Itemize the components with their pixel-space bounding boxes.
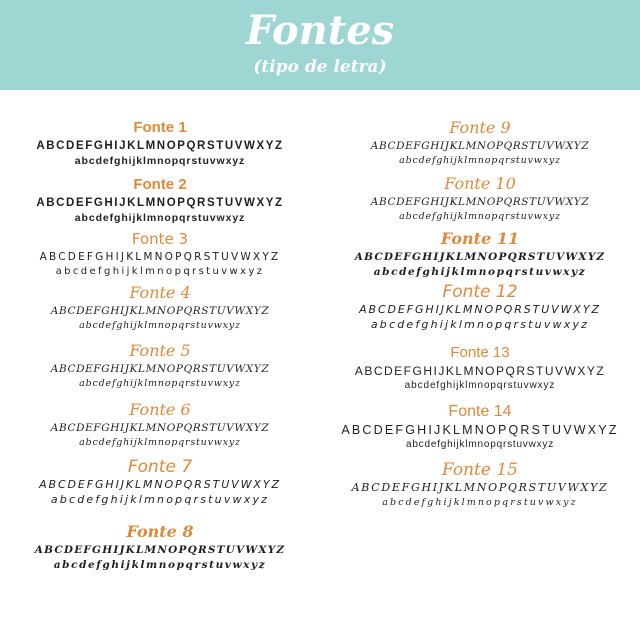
lowercase-alphabet: abcdefghijklmnopqrstuvwxyz	[74, 155, 246, 167]
font-name: Fonte 12	[442, 282, 518, 302]
uppercase-alphabet: ABCDEFGHIJKLMNOPQRSTUVWXYZ	[36, 140, 284, 152]
lowercase-alphabet: abcdefghijklmnopqrstuvwxyz	[74, 212, 246, 224]
uppercase-alphabet: ABCDEFGHIJKLMNOPQRSTUVWXYZ	[39, 478, 281, 491]
font-sample-1	[0, 118, 320, 168]
lowercase-alphabet: abcdefghijklmnopqrstuvwxyz	[405, 439, 555, 450]
uppercase-alphabet: ABCDEFGHIJKLMNOPQRSTUVWXYZ	[351, 481, 609, 494]
font-name: Fonte 13	[450, 344, 510, 361]
font-name: Fonte 7	[127, 457, 193, 477]
font-sample-9	[320, 118, 640, 168]
uppercase-alphabet: ABCDEFGHIJKLMNOPQRSTUVWXYZ	[370, 140, 590, 152]
lowercase-alphabet: abcdefghijklmnopqrstuvwxyz	[79, 320, 241, 331]
uppercase-alphabet: ABCDEFGHIJKLMNOPQRSTUVWXYZ	[50, 305, 270, 317]
uppercase-alphabet: ABCDEFGHIJKLMNOPQRSTUVWXYZ	[50, 422, 270, 434]
uppercase-alphabet: ABCDEFGHIJKLMNOPQRSTUVWXYZ	[370, 196, 590, 208]
font-sample-12	[320, 282, 640, 332]
font-sample-7	[0, 457, 320, 507]
font-name: Fonte 5	[129, 341, 191, 360]
header-banner	[0, 0, 640, 90]
font-name: Fonte 3	[131, 230, 189, 248]
font-name: Fonte 4	[129, 283, 191, 302]
lowercase-alphabet: abcdefghijklmnopqrstuvwxyz	[79, 437, 241, 448]
font-sample-13	[320, 343, 640, 393]
font-sample-2	[0, 175, 320, 225]
lowercase-alphabet: abcdefghijklmnopqrstuvwxyz	[399, 211, 561, 222]
font-sample-15	[320, 460, 640, 510]
font-name: Fonte 8	[126, 522, 194, 541]
font-sample-11	[320, 229, 640, 279]
lowercase-alphabet: abcdefghijklmnopqrstuvwxyz	[50, 493, 270, 506]
uppercase-alphabet: ABCDEFGHIJKLMNOPQRSTUVWXYZ	[354, 364, 606, 378]
font-name: Fonte 11	[440, 229, 520, 248]
font-sample-14	[320, 402, 640, 452]
font-sample-8	[0, 522, 320, 572]
lowercase-alphabet: abcdefghijklmnopqrstuvwxyz	[55, 266, 265, 277]
font-sample-10	[320, 174, 640, 224]
lowercase-alphabet: abcdefghijklmnopqrstuvwxyz	[53, 559, 267, 571]
lowercase-alphabet: abcdefghijklmnopqrstuvwxyz	[79, 378, 241, 389]
font-name: Fonte 10	[444, 174, 516, 193]
uppercase-alphabet: ABCDEFGHIJKLMNOPQRSTUVWXYZ	[354, 251, 606, 263]
font-sample-5	[0, 341, 320, 391]
lowercase-alphabet: abcdefghijklmnopqrstuvwxyz	[370, 318, 590, 331]
font-sample-3	[0, 229, 320, 279]
font-name: Fonte 1	[133, 119, 187, 136]
page-title: Fontes	[245, 7, 395, 54]
font-name: Fonte 14	[448, 403, 512, 420]
font-sample-4	[0, 283, 320, 333]
font-name: Fonte 15	[442, 460, 518, 480]
lowercase-alphabet: abcdefghijklmnopqrstuvwxyz	[399, 155, 561, 166]
uppercase-alphabet: ABCDEFGHIJKLMNOPQRSTUVWXYZ	[341, 423, 619, 437]
page-subtitle: (tipo de letra)	[253, 57, 387, 77]
lowercase-alphabet: abcdefghijklmnopqrstuvwxyz	[382, 497, 578, 508]
font-name: Fonte 6	[129, 400, 191, 419]
font-name: Fonte 9	[449, 118, 511, 137]
uppercase-alphabet: ABCDEFGHIJKLMNOPQRSTUVWXYZ	[50, 363, 270, 375]
uppercase-alphabet: ABCDEFGHIJKLMNOPQRSTUVWXYZ	[39, 251, 281, 263]
font-name: Fonte 2	[133, 176, 187, 193]
lowercase-alphabet: abcdefghijklmnopqrstuvwxyz	[404, 380, 556, 391]
lowercase-alphabet: abcdefghijklmnopqrstuvwxyz	[373, 266, 587, 278]
uppercase-alphabet: ABCDEFGHIJKLMNOPQRSTUVWXYZ	[34, 544, 286, 556]
uppercase-alphabet: ABCDEFGHIJKLMNOPQRSTUVWXYZ	[359, 303, 601, 316]
uppercase-alphabet: ABCDEFGHIJKLMNOPQRSTUVWXYZ	[36, 197, 284, 209]
font-sample-6	[0, 400, 320, 450]
